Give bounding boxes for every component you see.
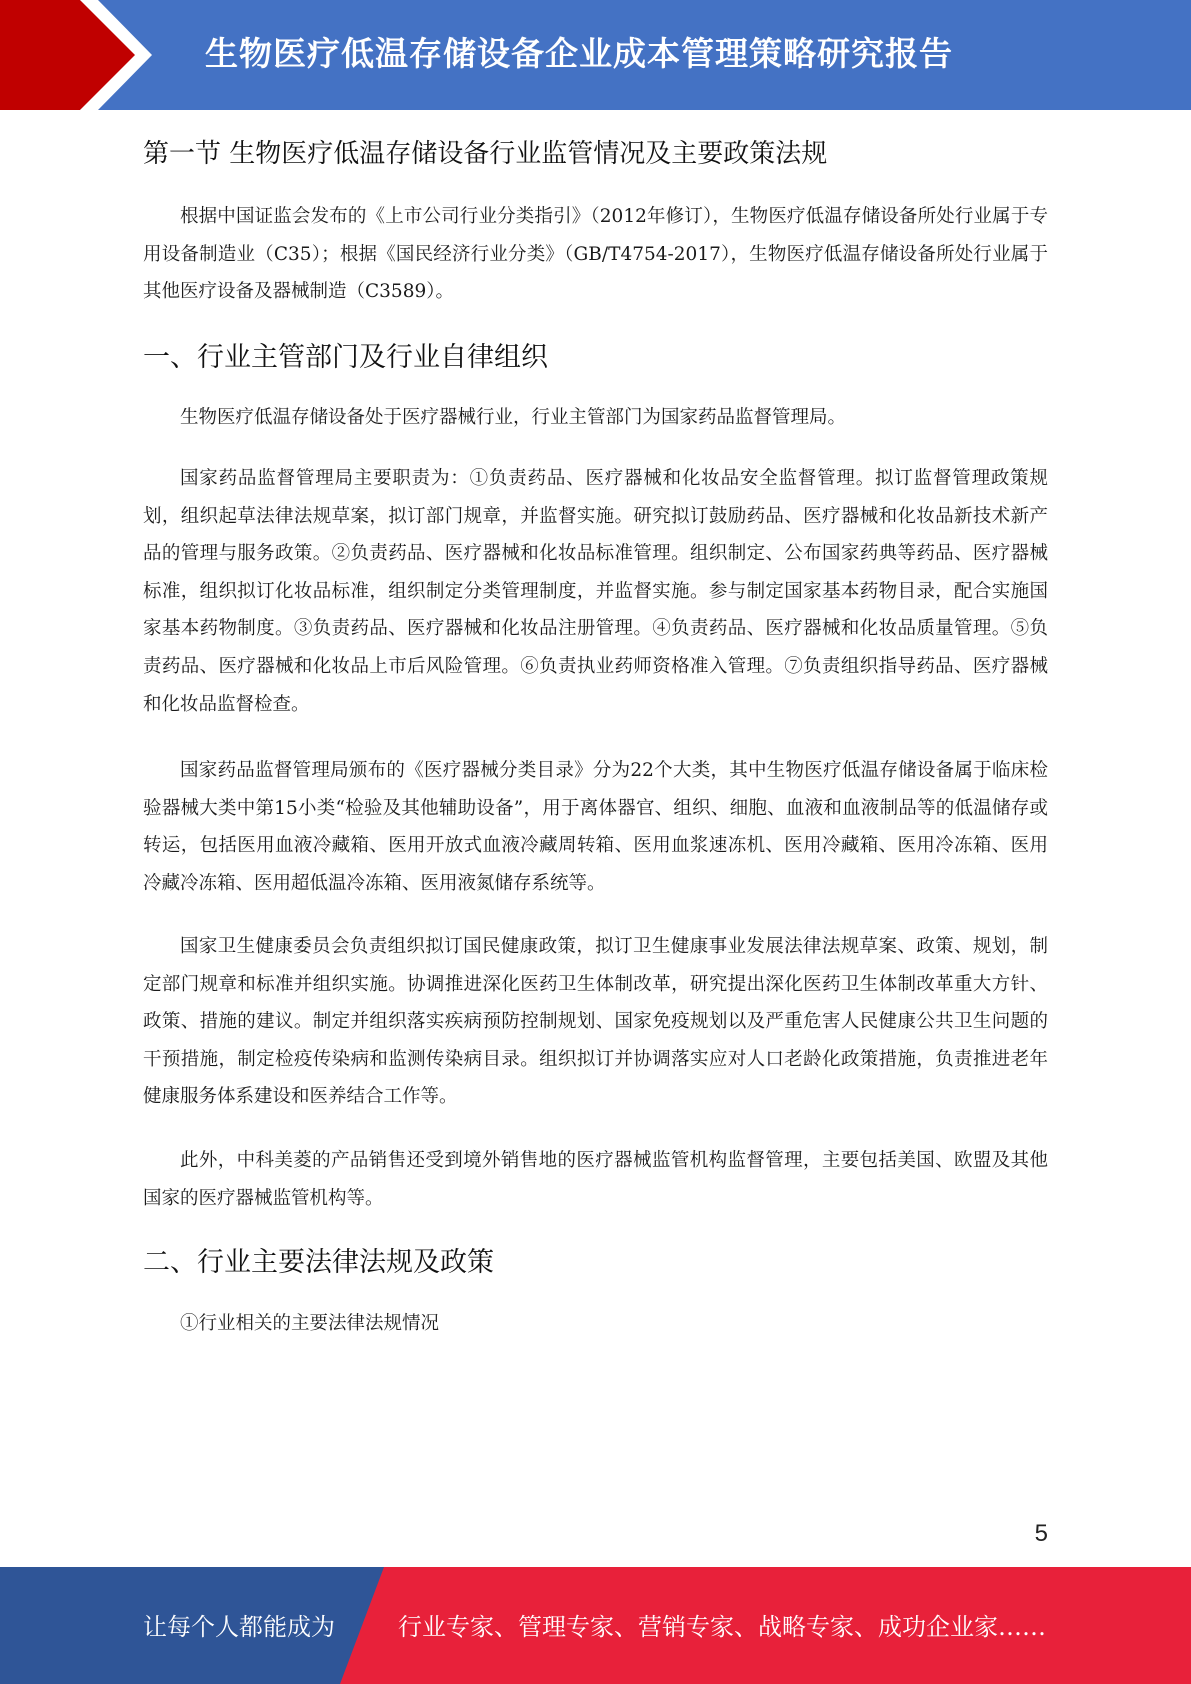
paragraph-laws-item: ①行业相关的主要法律法规情况: [180, 1313, 440, 1334]
paragraph-nhc: 国家卫生健康委员会负责组织拟订国民健康政策，拟订卫生健康事业发展法律法规草案、政策、规划，制定部门规章和标准并组织实施。协调推进深化医药卫生体制改革，研究提出深化医药卫生体制改革重大方针、政策、措施的建议。制定并组织落实疾病预防控制规划、国家免疫规划以及严重危害人民健康公共卫生问题的干预措施，制定检疫传染病和监测传染病目录。组织拟订并协调落实应对人口老龄化政策措施，负责推进老年健康服务体系建设和医养结合工作等。: [143, 936, 1048, 1108]
paragraph-nmpa-duties: 国家药品监督管理局主要职责为：①负责药品、医疗器械和化妆品安全监督管理。拟订监督管理政策规划，组织起草法律法规草案，拟订部门规章，并监督实施。研究拟订鼓励药品、医疗器械和化妆品新技术新产品的管理与服务政策。②负责药品、医疗器械和化妆品标准管理。组织制定、公布国家药典等药品、医疗器械标准，组织拟订化妆品标准，组织制定分类管理制度，并监督实施。参与制定国家基本药物目录，配合实施国家基本药物制度。③负责药品、医疗器械和化妆品注册管理。④负责药品、医疗器械和化妆品质量管理。⑤负责药品、医疗器械和化妆品上市后风险管理。⑥负责执业药师资格准入管理。⑦负责组织指导药品、医疗器械和化妆品监督检查。: [143, 468, 1048, 715]
page-footer: [0, 1567, 1191, 1684]
footer-slogan-left: 让每个人都能成为: [143, 1613, 335, 1641]
section-title: 第一节 生物医疗低温存储设备行业监管情况及主要政策法规: [143, 139, 828, 169]
intro-paragraph: 根据中国证监会发布的《上市公司行业分类指引》（2012年修订），生物医疗低温存储设备所处行业属于专用设备制造业（C35）；根据《国民经济行业分类》（GB/T4754-2017），生物医疗低温存储设备所处行业属于其他医疗设备及器械制造（C3589）。: [143, 206, 1048, 303]
header-red-chevron: [0, 0, 145, 110]
paragraph-device-catalog: 国家药品监督管理局颁布的《医疗器械分类目录》分为22个大类，其中生物医疗低温存储设备属于临床检验器械大类中第15小类“检验及其他辅助设备”，用于离体器官、组织、细胞、血液和血液制品等的低温储存或转运，包括医用血液冷藏箱、医用开放式血液冷藏周转箱、医用血浆速冻机、医用冷藏箱、医用冷冻箱、医用冷藏冷冻箱、医用超低温冷冻箱、医用液氮储存系统等。: [143, 760, 1048, 894]
heading-part2: 二、行业主要法律法规及政策: [143, 1247, 494, 1278]
page-header: [0, 0, 1191, 110]
page-number: 5: [1034, 1520, 1048, 1547]
footer-slogan-right: 行业专家、管理专家、营销专家、战略专家、成功企业家……: [398, 1613, 1046, 1641]
paragraph-overseas: 此外，中科美菱的产品销售还受到境外销售地的医疗器械监管机构监督管理，主要包括美国、欧盟及其他国家的医疗器械监管机构等。: [143, 1150, 1048, 1209]
header-arrow-decoration: [0, 0, 200, 110]
document-title: 生物医疗低温存储设备企业成本管理策略研究报告: [205, 34, 953, 73]
heading-part1: 一、行业主管部门及行业自律组织: [143, 342, 548, 373]
paragraph-regulator: 生物医疗低温存储设备处于医疗器械行业，行业主管部门为国家药品监督管理局。: [180, 407, 847, 428]
